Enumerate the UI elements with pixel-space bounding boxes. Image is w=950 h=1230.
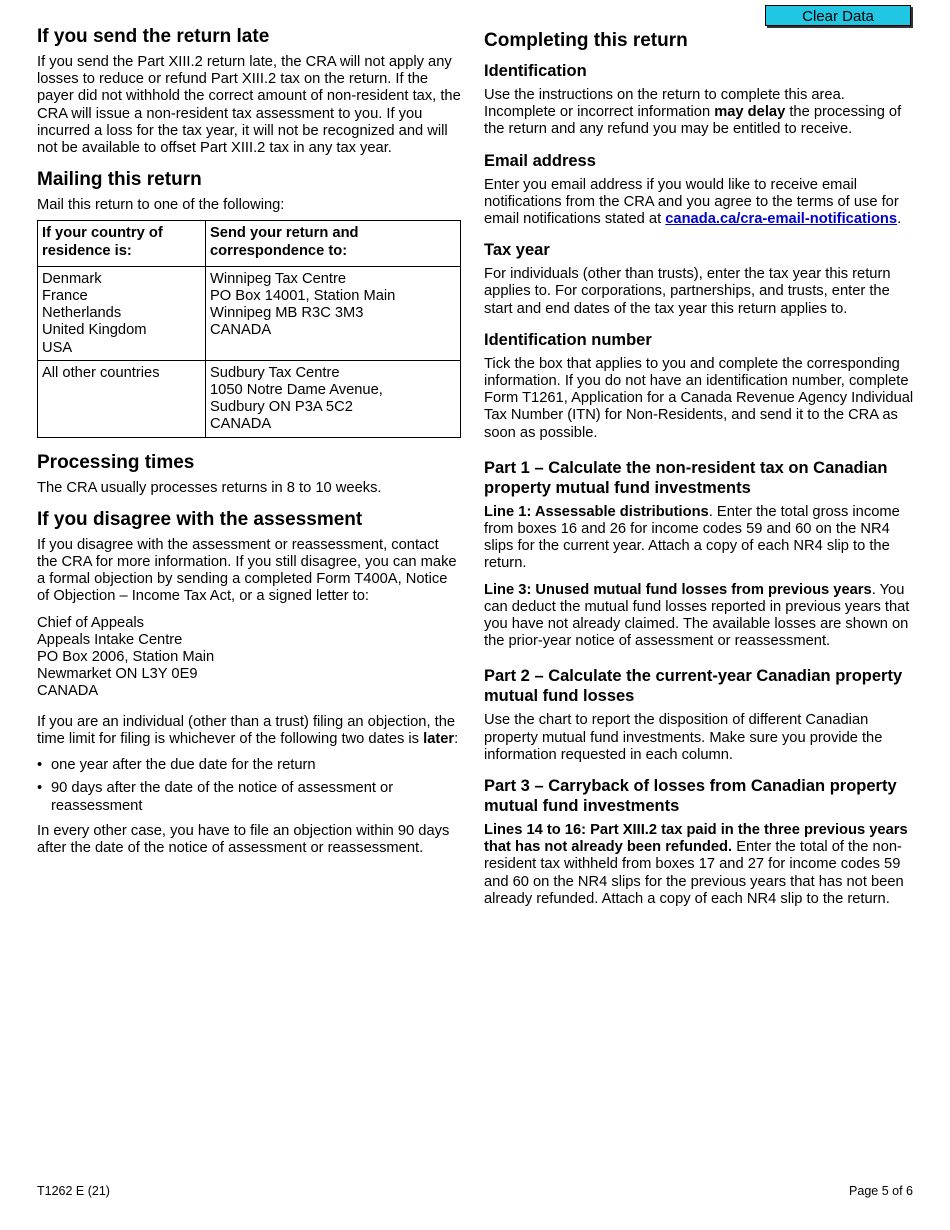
text-line1 (484, 504, 914, 573)
text-identification-post: the processing of the return and any refund you may be entitled to receive. (484, 104, 902, 138)
address-line: Appeals Intake Centre (37, 631, 183, 648)
text-time-limit-post: : (454, 730, 459, 747)
text-line3 (484, 582, 914, 651)
email-notifications-link[interactable]: canada.ca/cra-email-notifications (665, 211, 898, 228)
section-part3 (484, 776, 914, 908)
section-late-return (37, 26, 461, 157)
text-tax-year: For individuals (other than trusts), enter the tax year this return applies to. For corporations, partnerships, and trusts, enter the start and end dates of the tax year this return applies to. (484, 266, 891, 317)
table-header-row (38, 221, 461, 266)
address-cell (206, 360, 461, 437)
form-identifier: T1262 E (21) (37, 1184, 110, 1198)
mailing-table (37, 220, 461, 437)
text-late-return: If you send the Part XIII.2 return late, the CRA will not apply any losses to reduce or refund Part XIII.2 tax on the return. If the payer did not withhold the correct amount of non-resident tax, the CRA will issue a non-resident tax assessment to you. If you incurred a loss for the tax year, it will not be recognized and will not be available to offset Part XIII.2 tax in any tax year. (37, 54, 461, 157)
section-identification (484, 61, 914, 139)
text-email-post: . (897, 211, 902, 228)
country: Denmark (42, 270, 102, 287)
heading-disagree: If you disagree with the assessment (37, 508, 363, 530)
countries-cell (38, 266, 206, 360)
left-column (37, 26, 461, 869)
text-line1-body: . Enter the total gross income from boxes 16 and 26 for income codes 59 and 60 on the NR4 slips for the current year. Attach a copy of each NR4 slip to the return. (484, 503, 900, 572)
text-other-case: In every other case, you have to file an objection within 90 days after the date of the notice of assessment or reassessment. (37, 822, 450, 856)
heading-email: Email address (484, 151, 596, 170)
address-line: PO Box 14001, Station Main (210, 288, 396, 305)
address-line: CANADA (210, 322, 272, 339)
address-line: Newmarket ON L3Y 0E9 (37, 666, 198, 683)
appeals-address (37, 615, 461, 701)
text-time-limit (37, 714, 461, 748)
address-line: Sudbury Tax Centre (210, 364, 340, 381)
text-identification-pre: Use the instructions on the return to complete this area. Incomplete or incorrect information (484, 87, 845, 121)
label-lines14-16: Lines 14 to 16: Part XIII.2 tax paid in the three previous years that has not already been refunded. (484, 822, 908, 856)
text-line3-body: . You can deduct the mutual fund losses reported in previous years that you have not already claimed. The available losses are shown on the prior-year notice of assessment or reassessment. (484, 581, 910, 650)
text-email-pre: Enter you email address if you would like to receive email notifications from the CRA and you agree to the terms of use for email notifications stated at (484, 176, 899, 228)
list-item: • 90 days after the date of the notice of assessment or reassessment (37, 780, 461, 814)
text-identification (484, 87, 914, 139)
text-mailing-intro: Mail this return to one of the following: (37, 197, 285, 214)
heading-id-number: Identification number (484, 330, 652, 349)
page-number: Page 5 of 6 (849, 1184, 913, 1198)
right-column (484, 26, 914, 920)
label-line3: Line 3: Unused mutual fund losses from previous years (484, 581, 872, 598)
address-line: Winnipeg Tax Centre (210, 270, 347, 287)
address-line: 1050 Notre Dame Avenue, (210, 382, 383, 399)
section-id-number (484, 330, 914, 442)
column-header-address: Send your return and correspondence to: (206, 221, 461, 266)
section-part1 (484, 458, 914, 651)
section-processing (37, 452, 461, 497)
list-item: • one year after the due date for the return (37, 757, 461, 774)
country: All other countries (42, 364, 160, 381)
section-tax-year (484, 240, 914, 318)
text-later: later (423, 730, 455, 747)
countries-cell (38, 360, 206, 437)
section-disagree (37, 509, 461, 857)
table-row (38, 360, 461, 437)
country: Netherlands (42, 305, 122, 322)
text-time-limit-pre: If you are an individual (other than a trust) filing an objection, the time limit for filing is whichever of the following two dates is (37, 713, 456, 747)
heading-part1: Part 1 – Calculate the non-resident tax on Canadian property mutual fund investments (484, 458, 888, 497)
heading-part2: Part 2 – Calculate the current-year Canadian property mutual fund losses (484, 667, 903, 706)
heading-identification: Identification (484, 62, 587, 80)
heading-part3: Part 3 – Carryback of losses from Canadian property mutual fund investments (484, 777, 897, 816)
text-id-number: Tick the box that applies to you and complete the corresponding information. If you do not have an identification number, complete Form T1261, Application for a Canada Revenue Agency Individual Tax Number (ITN) for Non-Residents, and send it to the CRA as soon as possible. (484, 355, 914, 441)
heading-tax-year: Tax year (484, 241, 550, 260)
text-part2: Use the chart to report the disposition of different Canadian property mutual fund investments. Make sure you provide the information requested in each column. (484, 712, 883, 763)
clear-data-button[interactable]: Clear Data (765, 5, 911, 26)
country: United Kingdom (42, 322, 147, 339)
section-part2 (484, 666, 914, 764)
time-limit-list (37, 757, 461, 815)
table-row (38, 266, 461, 360)
text-may-delay: may delay (714, 104, 786, 121)
country: USA (42, 339, 73, 356)
heading-mailing: Mailing this return (37, 169, 202, 191)
column-header-country: If your country of residence is: (38, 221, 206, 266)
text-disagree: If you disagree with the assessment or reassessment, contact the CRA for more information. If you still disagree, you can make a formal objection by sending a completed Form T400A, Notice of Objection – Income Tax Act, or a signed letter to: (37, 536, 457, 605)
address-line: PO Box 2006, Station Main (37, 649, 215, 666)
country: France (42, 288, 88, 305)
section-email (484, 151, 914, 229)
address-line: Winnipeg MB R3C 3M3 (210, 305, 364, 322)
address-line: Sudbury ON P3A 5C2 (210, 399, 353, 416)
label-line1: Line 1: Assessable distributions (484, 503, 709, 520)
section-mailing (37, 169, 461, 437)
text-processing: The CRA usually processes returns in 8 to 10 weeks. (37, 479, 382, 496)
address-line: Chief of Appeals (37, 614, 144, 631)
text-part3-body: Enter the total of the non-resident tax withheld from boxes 17 and 27 for income codes 59 and 60 on the NR4 slips for the previous years that has not been already refunded. Attach a copy of each NR4 slip to the return. (484, 839, 904, 907)
heading-late-return: If you send the return late (37, 26, 270, 47)
heading-completing: Completing this return (484, 30, 688, 51)
text-part3 (484, 822, 914, 908)
text-email (484, 177, 914, 229)
heading-processing: Processing times (37, 451, 195, 473)
address-line: CANADA (210, 416, 272, 433)
address-line: CANADA (37, 683, 99, 700)
address-cell (206, 266, 461, 360)
